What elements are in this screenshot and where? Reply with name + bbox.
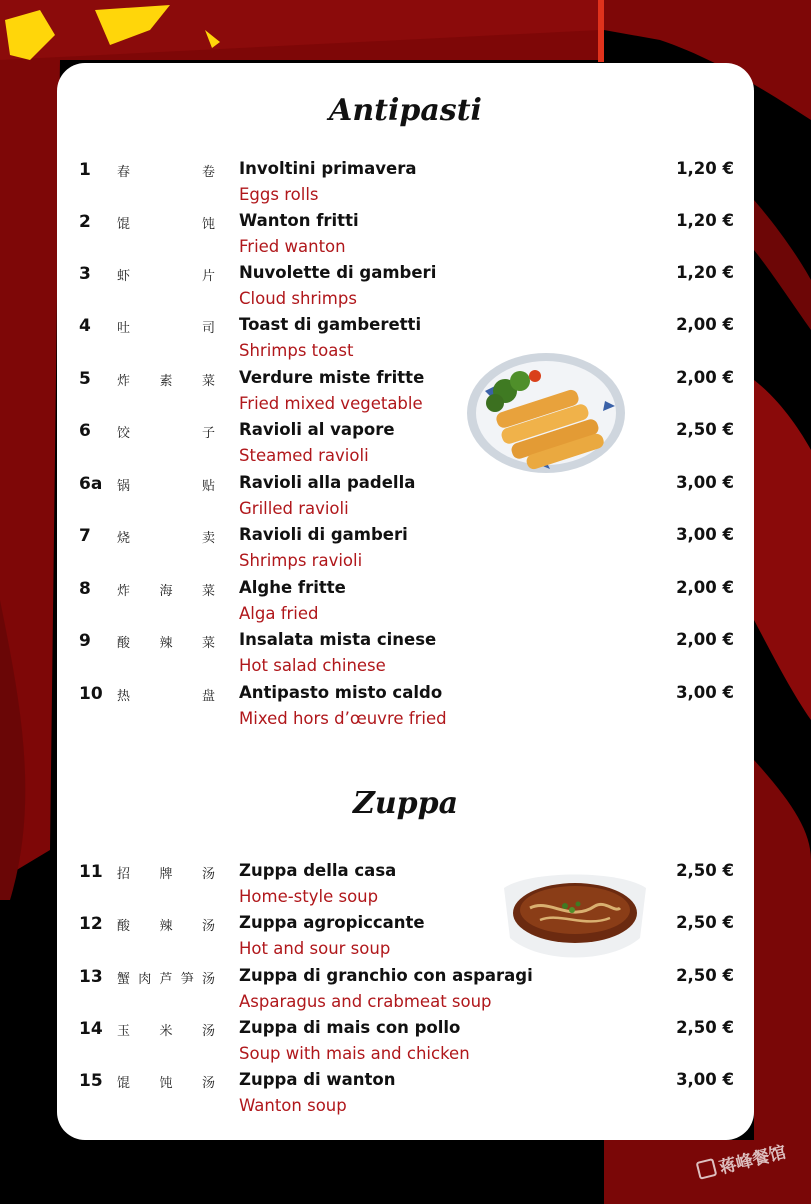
item-english-name: Fried wanton	[239, 237, 346, 256]
item-english-name: Steamed ravioli	[239, 446, 369, 465]
spring-rolls-photo	[465, 351, 627, 475]
item-chinese-name: 酸 辣 汤	[117, 919, 215, 934]
item-italian-name: Zuppa di mais con pollo	[239, 1018, 461, 1037]
item-italian-name: Nuvolette di gamberi	[239, 263, 437, 282]
item-chinese-name: 炸 素 菜	[117, 374, 215, 389]
item-number: 12	[79, 914, 103, 934]
item-english-name: Soup with mais and chicken	[239, 1044, 470, 1063]
item-price: 3,00 €	[676, 683, 734, 702]
item-number: 5	[79, 369, 91, 389]
section-title-zuppa: Zuppa	[352, 786, 459, 821]
item-italian-name: Involtini primavera	[239, 159, 417, 178]
item-chinese-name: 锅 贴	[117, 479, 215, 494]
section-title-antipasti: Antipasti	[329, 93, 482, 128]
item-english-name: Wanton soup	[239, 1096, 347, 1115]
item-italian-name: Verdure miste fritte	[239, 368, 425, 387]
item-price: 2,50 €	[676, 966, 734, 985]
item-chinese-name: 热 盘	[117, 689, 215, 704]
item-english-name: Cloud shrimps	[239, 289, 357, 308]
item-price: 3,00 €	[676, 1070, 734, 1089]
item-english-name: Home-style soup	[239, 887, 379, 906]
item-price: 1,20 €	[676, 211, 734, 230]
menu-item	[57, 365, 754, 417]
menu-item	[57, 417, 754, 469]
item-number: 6	[79, 421, 91, 441]
item-italian-name: Zuppa agropiccante	[239, 913, 425, 932]
item-number: 4	[79, 316, 91, 336]
item-english-name: Eggs rolls	[239, 185, 319, 204]
item-english-name: Hot salad chinese	[239, 656, 386, 675]
item-italian-name: Alghe fritte	[239, 578, 346, 597]
item-chinese-name: 蟹 肉 芦 笋 汤	[117, 972, 215, 987]
menu-item	[57, 1015, 754, 1067]
item-italian-name: Zuppa della casa	[239, 861, 397, 880]
menu-item	[57, 312, 754, 364]
watermark-text: 蒋峰餐馆	[717, 1141, 789, 1178]
item-price: 2,50 €	[676, 420, 734, 439]
item-price: 2,00 €	[676, 578, 734, 597]
item-price: 2,00 €	[676, 630, 734, 649]
menu-item	[57, 208, 754, 260]
item-english-name: Grilled ravioli	[239, 499, 349, 518]
menu-item	[57, 963, 754, 1015]
item-number: 7	[79, 526, 91, 546]
item-chinese-name: 虾 片	[117, 269, 215, 284]
item-number: 8	[79, 579, 91, 599]
item-number: 15	[79, 1071, 103, 1091]
item-italian-name: Ravioli al vapore	[239, 420, 395, 439]
item-chinese-name: 馄 饨 汤	[117, 1076, 215, 1091]
menu-item	[57, 156, 754, 208]
item-number: 11	[79, 862, 103, 882]
item-price: 3,00 €	[676, 473, 734, 492]
item-chinese-name: 吐 司	[117, 321, 215, 336]
menu-item	[57, 680, 754, 732]
item-number: 10	[79, 684, 103, 704]
item-english-name: Shrimps toast	[239, 341, 354, 360]
item-chinese-name: 玉 米 汤	[117, 1024, 215, 1039]
item-italian-name: Zuppa di wanton	[239, 1070, 396, 1089]
menu-item	[57, 575, 754, 627]
item-italian-name: Ravioli di gamberi	[239, 525, 408, 544]
item-chinese-name: 酸 辣 菜	[117, 636, 215, 651]
menu-item	[57, 470, 754, 522]
item-italian-name: Toast di gamberetti	[239, 315, 422, 334]
item-english-name: Hot and sour soup	[239, 939, 391, 958]
item-italian-name: Zuppa di granchio con asparagi	[239, 966, 533, 985]
menu-item	[57, 627, 754, 679]
item-price: 2,50 €	[676, 913, 734, 932]
item-number: 14	[79, 1019, 103, 1039]
item-italian-name: Insalata mista cinese	[239, 630, 437, 649]
item-number: 13	[79, 967, 103, 987]
item-price: 2,50 €	[676, 861, 734, 880]
item-italian-name: Ravioli alla padella	[239, 473, 416, 492]
item-english-name: Alga fried	[239, 604, 319, 623]
item-english-name: Shrimps ravioli	[239, 551, 363, 570]
menu-item	[57, 1067, 754, 1119]
item-number: 1	[79, 160, 91, 180]
soup-bowl-photo	[500, 868, 650, 964]
item-chinese-name: 饺 子	[117, 426, 215, 441]
item-english-name: Fried mixed vegetable	[239, 394, 423, 413]
item-english-name: Asparagus and crabmeat soup	[239, 992, 492, 1011]
item-price: 1,20 €	[676, 263, 734, 282]
item-chinese-name: 炸 海 菜	[117, 584, 215, 599]
item-english-name: Mixed hors d’œuvre fried	[239, 709, 447, 728]
item-price: 2,00 €	[676, 315, 734, 334]
item-number: 9	[79, 631, 91, 651]
menu-card	[57, 63, 754, 1140]
item-number: 6a	[79, 474, 103, 494]
item-italian-name: Wanton fritti	[239, 211, 359, 230]
item-price: 2,00 €	[676, 368, 734, 387]
item-italian-name: Antipasto misto caldo	[239, 683, 443, 702]
watermark-icon	[696, 1158, 718, 1180]
item-number: 2	[79, 212, 91, 232]
menu-item	[57, 522, 754, 574]
item-chinese-name: 烧 卖	[117, 531, 215, 546]
item-chinese-name: 馄 饨	[117, 217, 215, 232]
item-chinese-name: 招 牌 汤	[117, 867, 215, 882]
item-chinese-name: 春 卷	[117, 165, 215, 180]
menu-item	[57, 260, 754, 312]
item-price: 2,50 €	[676, 1018, 734, 1037]
item-number: 3	[79, 264, 91, 284]
item-price: 3,00 €	[676, 525, 734, 544]
item-price: 1,20 €	[676, 159, 734, 178]
